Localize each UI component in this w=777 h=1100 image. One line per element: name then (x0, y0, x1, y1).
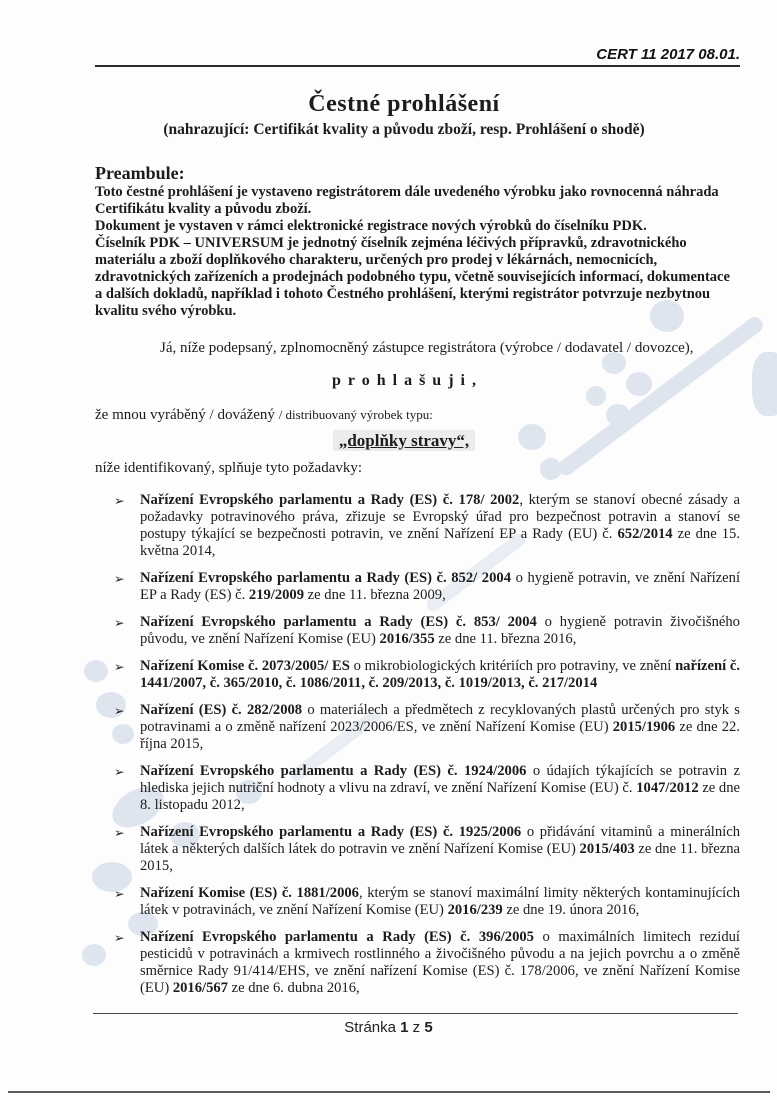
requirement-item (95, 824, 740, 875)
requirement-item (95, 929, 740, 997)
header-rule (95, 65, 740, 67)
preamble-paragraph: Toto čestné prohlášení je vystaveno registrátorem dále uvedeného výrobku jako rovnocenná náhrada Certifikátu kvality a původu zboží. (95, 184, 719, 217)
requirement-item (95, 885, 740, 919)
arrow-bullet-icon: ➢ (114, 493, 125, 508)
requirement-text: Nařízení (ES) č. 282/2008 o materiálech a předmětech z recyklovaných plastů určených pro styk s potravinami a o změně nařízení 2023/2006/ES, ve znění Nařízení Komise (EU) 2015/1906 ze dne 22. října 2015, (140, 702, 740, 752)
page-number: Stránka 1 z 5 (344, 1019, 433, 1036)
requirement-item (95, 658, 740, 692)
doc-title: Čestné prohlášení (308, 91, 500, 117)
requirement-text: Nařízení Evropského parlamentu a Rady (ES) č. 853/ 2004 o hygieně potravin živočišného původu, ve znění Nařízení Komise (EU) 2016/355 ze dne 11. března 2016, (140, 614, 740, 647)
requirement-text: Nařízení Evropského parlamentu a Rady (ES) č. 1925/2006 o přidávání vitaminů a minerálních látek a některých dalších látek do potravin ve znění Nařízení Komise (EU) 2015/403 ze dne 11. března 2015, (140, 824, 740, 874)
preamble-paragraph: Číselník PDK – UNIVERSUM je jednotný číselník zejména léčivých přípravků, zdravotnického materiálu a zboží doplňkového charakteru, určených pro prodej v lékárnách, nemocnicích, zdravotnických zařízeních a prodejnách podobného typu, včetně souvisejících informací, dokumentace a dalších dokladů, například i tohoto Čestného prohlášení, kterými registrátor potvrzuje nezbytnou kvalitu svého výrobku. (95, 235, 730, 319)
requirement-text: Nařízení Evropského parlamentu a Rady (ES) č. 178/ 2002, kterým se stanoví obecné zásady a požadavky potravinového práva, zřizuje se Evropský úřad pro bezpečnost potravin a stanoví se postupy týkající se bezpečnosti potravin, ve znění Nařízení EP a Rady (EU) č. 652/2014 ze dne 15. května 2014, (140, 492, 740, 559)
arrow-bullet-icon: ➢ (114, 825, 125, 840)
footer-rule (93, 1013, 738, 1014)
header-ref: CERT 11 2017 08.01. (596, 46, 740, 63)
requirements-list (95, 492, 740, 997)
arrow-bullet-icon: ➢ (114, 615, 125, 630)
preamble-paragraph: Dokument je vystaven v rámci elektronické registrace nových výrobků do číselníku PDK. (95, 218, 647, 234)
requirement-item (95, 702, 740, 753)
requirement-text: Nařízení Evropského parlamentu a Rady (ES) č. 396/2005 o maximálních limitech reziduí pesticidů v potravinách a krmivech rostlinného a živočišného původu a na jejich povrchu a o změně směrnice Rady 91/414/EHS, ve znění nařízení Komise (ES) č. 178/2006, ve znění Nařízení Komise (EU) 2016/567 ze dne 6. dubna 2016, (140, 929, 740, 996)
requirement-text: Nařízení Komise č. 2073/2005/ ES o mikrobiologických kritériích pro potraviny, ve znění nařízení č. 1441/2007, č. 365/2010, č. 1086/2011, č. 209/2013, č. 1019/2013, č. 217/2014 (140, 658, 740, 691)
doc-subtitle: (nahrazující: Certifikát kvality a původu zboží, resp. Prohlášení o shodě) (163, 121, 645, 138)
requirement-text: Nařízení Komise (ES) č. 1881/2006, kterým se stanoví maximální limity některých kontaminujících látek v potravinách, ve znění Nařízení Komise (EU) 2016/239 ze dne 19. února 2016, (140, 885, 740, 918)
declaration-intro: Já, níže podepsaný, zplnomocněný zástupce registrátora (výrobce / dodavatel / dovozce), (160, 340, 694, 356)
arrow-bullet-icon: ➢ (114, 571, 125, 586)
arrow-bullet-icon: ➢ (114, 703, 125, 718)
requirement-text: Nařízení Evropského parlamentu a Rady (ES) č. 1924/2006 o údajích týkajících se potravin z hlediska jejich nutriční hodnoty a vlivu na zdraví, ve znění Nařízení Komise (EU) č. 1047/2012 ze dne 8. listopadu 2012, (140, 763, 741, 813)
preamble-heading: Preambule: (95, 163, 185, 183)
arrow-bullet-icon: ➢ (114, 659, 125, 674)
product-type-row (68, 431, 740, 451)
product-type: „doplňky stravy“, (333, 430, 475, 451)
requirement-item (95, 614, 740, 648)
requirement-item (95, 492, 740, 560)
requirement-item (95, 763, 740, 814)
arrow-bullet-icon: ➢ (114, 764, 125, 779)
requirement-text: Nařízení Evropského parlamentu a Rady (ES) č. 852/ 2004 o hygieně potravin, ve znění Nařízení EP a Rady (ES) č. 219/2009 ze dne 11. března 2009, (140, 570, 740, 603)
declaration-verb: p r o h l a š u j i , (332, 372, 476, 389)
scan-bottom-edge (8, 1091, 770, 1093)
arrow-bullet-icon: ➢ (114, 886, 125, 901)
requirements-lead: níže identifikovaný, splňuje tyto požadavky: (95, 460, 363, 476)
product-line: že mnou vyráběný / dovážený / distribuovaný výrobek typu: (95, 407, 433, 423)
requirement-item (95, 570, 740, 604)
arrow-bullet-icon: ➢ (114, 930, 125, 945)
